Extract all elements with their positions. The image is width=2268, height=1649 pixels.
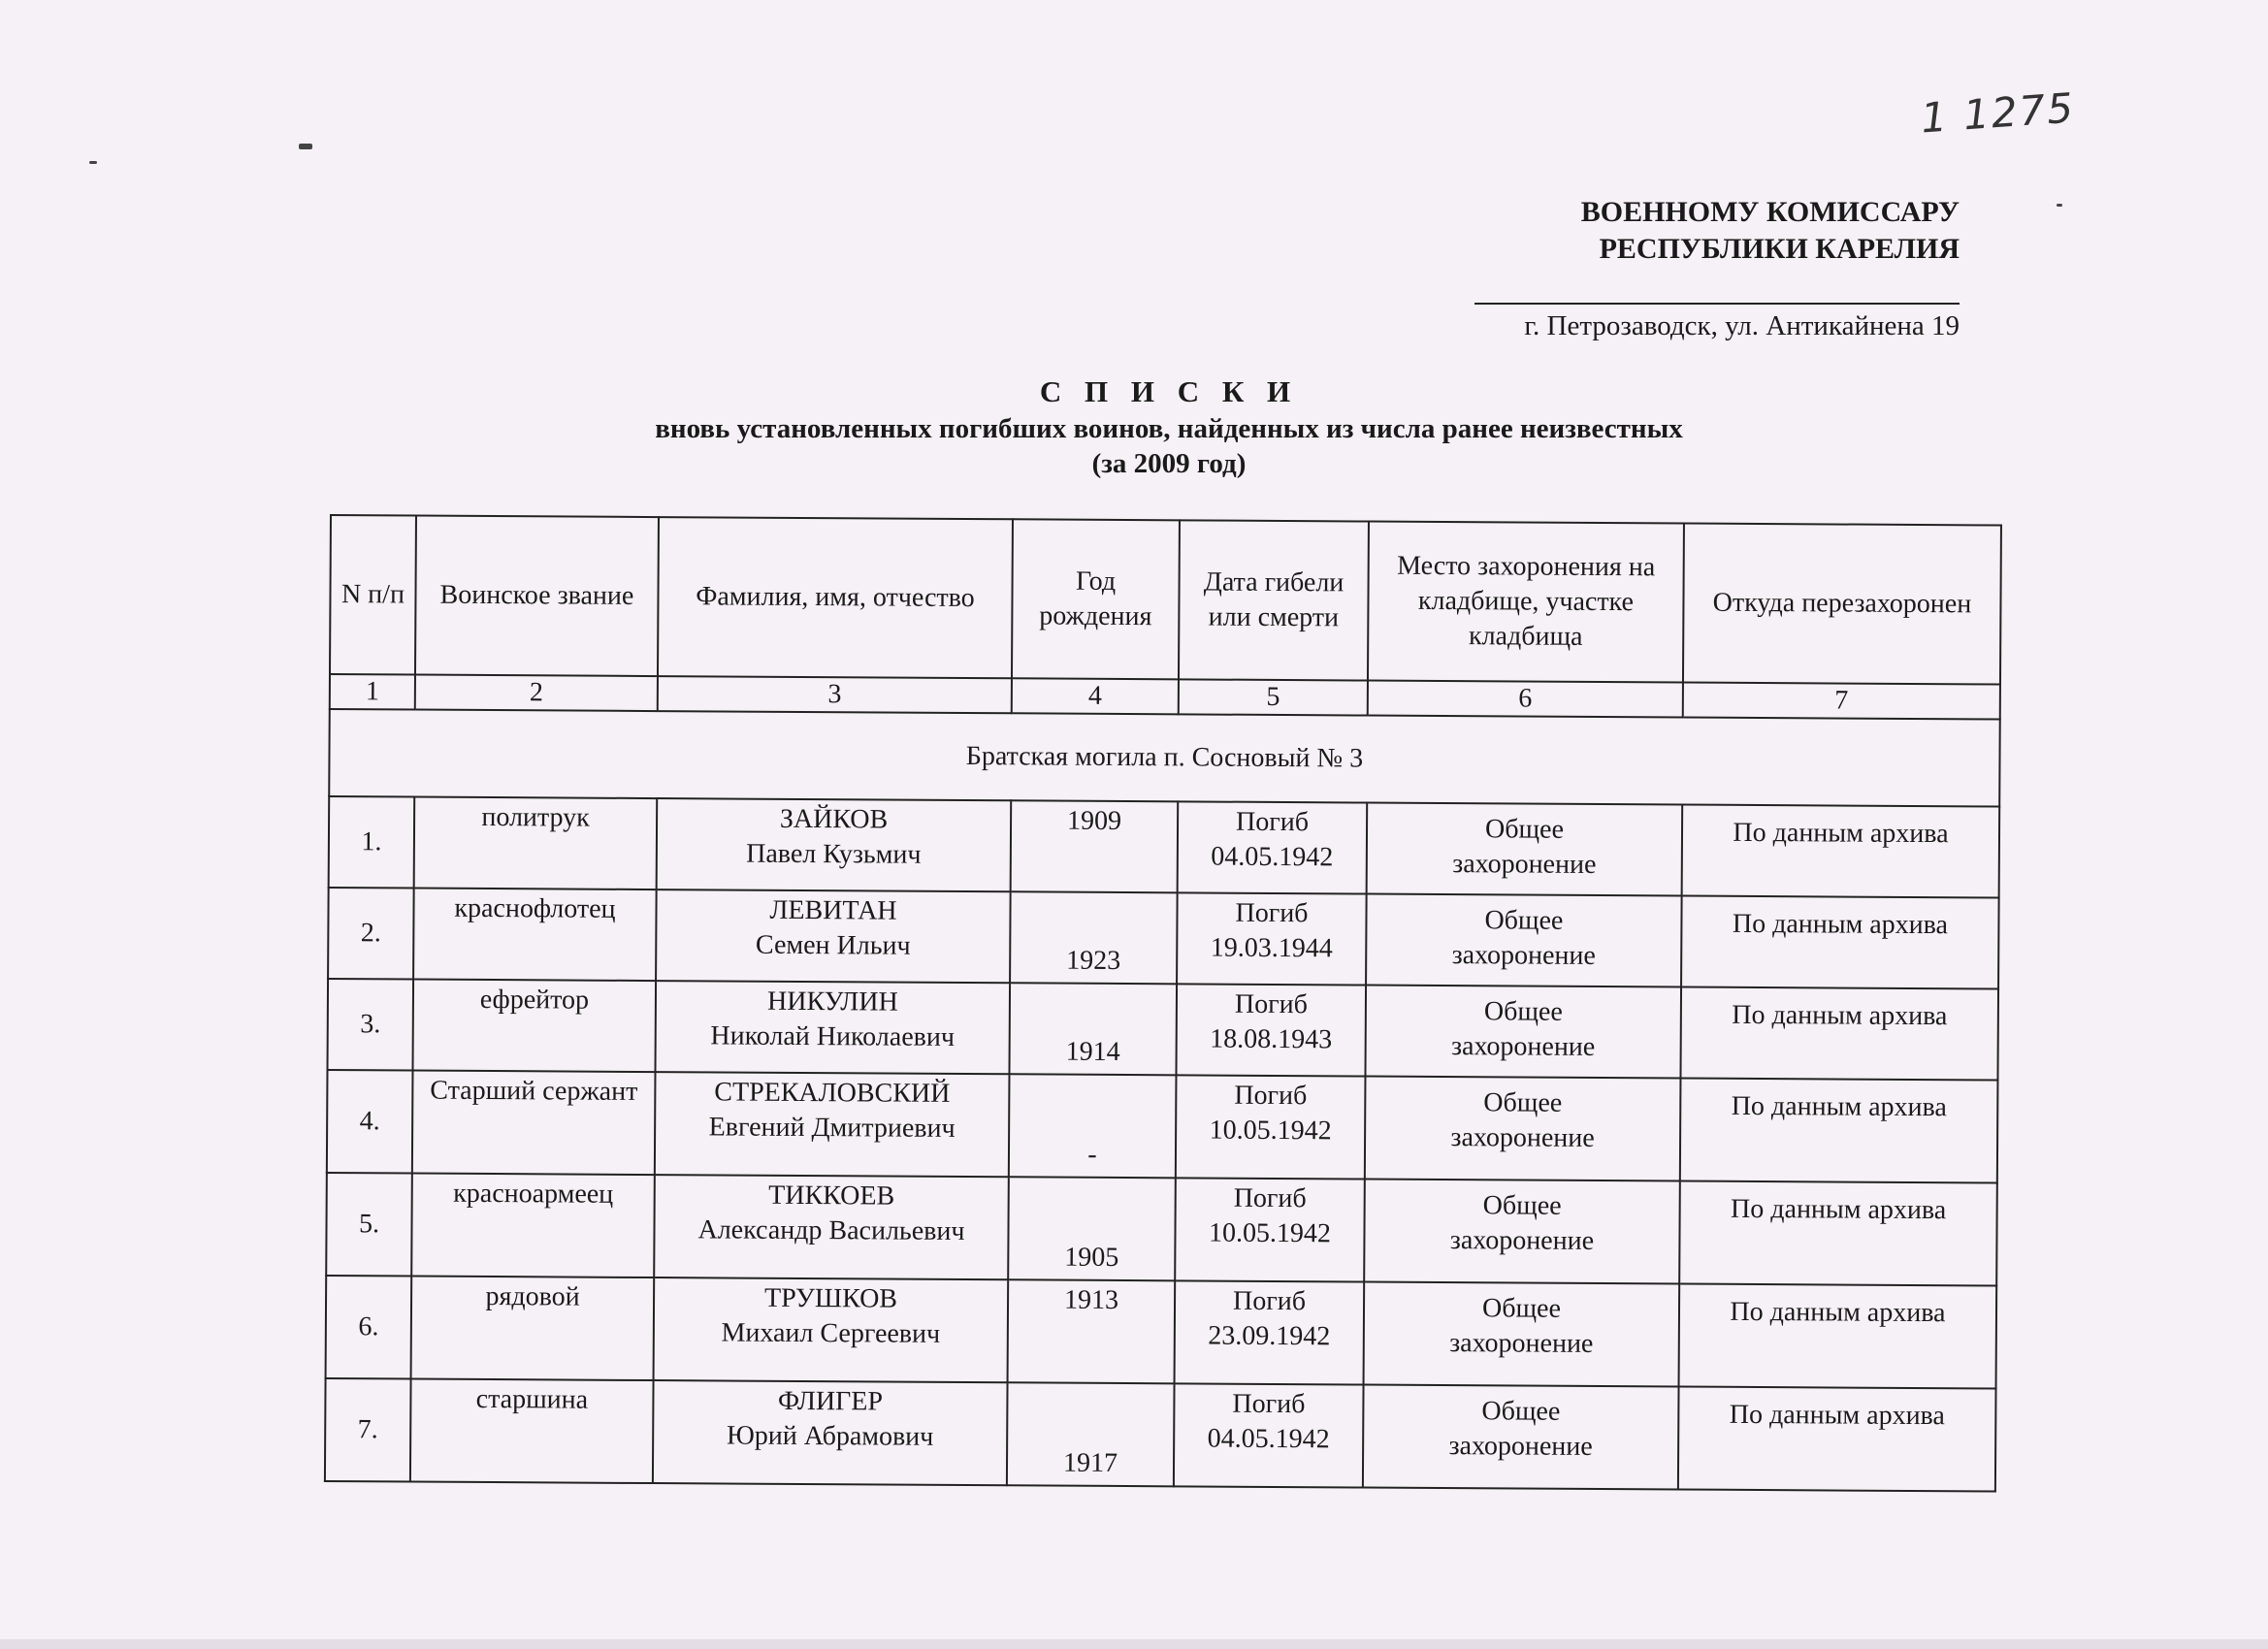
rank-cell: ефрейтор <box>412 980 656 1073</box>
column-header: Воинское звание <box>415 516 659 677</box>
row-number: 2. <box>328 888 414 980</box>
origin-cell: По данным архива <box>1680 1079 1998 1183</box>
column-number: 4 <box>1012 678 1179 714</box>
death-date: 10.05.1942 <box>1208 1217 1332 1249</box>
death-cell <box>1178 801 1368 893</box>
burial-line-2: захоронение <box>1450 1122 1595 1153</box>
death-date: 04.05.1942 <box>1207 1423 1330 1455</box>
burial-line-1: Общее <box>1482 1190 1562 1221</box>
surname: ЗАЙКОВ <box>779 803 889 835</box>
rank-cell: краснофлотец <box>413 889 657 982</box>
row-number: 3. <box>327 979 413 1071</box>
table-row <box>327 1070 1998 1183</box>
given-names: Александр Васильевич <box>697 1214 965 1247</box>
column-number: 7 <box>1683 683 2000 720</box>
death-date: 19.03.1944 <box>1210 932 1333 964</box>
name-cell <box>655 981 1010 1074</box>
death-cell <box>1174 1383 1364 1487</box>
origin-cell: По данным архива <box>1679 1284 1997 1389</box>
scan-speck <box>89 161 97 164</box>
row-number: 7. <box>325 1378 411 1482</box>
scan-speck <box>299 144 312 149</box>
handwritten-page-number: 1 1275 <box>1919 83 2077 143</box>
title-period: (за 2009 год) <box>1091 448 1247 479</box>
column-header: Фамилия, имя, отчество <box>658 517 1013 678</box>
surname: ТРУШКОВ <box>764 1282 898 1314</box>
column-header: Год рождения <box>1012 519 1180 679</box>
origin-cell: По данным архива <box>1680 987 1998 1081</box>
column-header: Место захоронения на кладбище, участке кладбища <box>1368 522 1684 683</box>
table-header-row <box>330 515 2001 685</box>
burial-cell <box>1367 803 1683 896</box>
row-number: 6. <box>326 1276 412 1379</box>
burial-line-1: Общее <box>1483 996 1563 1027</box>
table-row <box>326 1173 1997 1286</box>
surname: ФЛИГЕР <box>777 1385 884 1417</box>
name-cell <box>654 1175 1009 1279</box>
origin-cell: По данным архива <box>1678 1387 1996 1492</box>
column-header: Дата гибели или смерти <box>1179 520 1369 680</box>
table-row <box>329 796 2000 898</box>
row-number: 1. <box>329 796 415 889</box>
name-cell <box>656 889 1011 983</box>
name-cell <box>654 1277 1009 1382</box>
burial-line-2: захоронение <box>1450 1031 1596 1062</box>
birth-year-cell: - <box>1009 1074 1177 1178</box>
table-row <box>325 1378 1996 1492</box>
section-row <box>329 709 2000 807</box>
burial-line-1: Общее <box>1484 905 1564 936</box>
given-names: Евгений Дмитриевич <box>708 1112 956 1144</box>
rank-cell: политрук <box>414 797 658 890</box>
death-cell <box>1177 892 1367 985</box>
birth-year-cell: 1909 <box>1011 800 1179 892</box>
death-date: 18.08.1943 <box>1210 1023 1333 1055</box>
row-number: 5. <box>326 1173 412 1277</box>
origin-cell: По данным архива <box>1679 1181 1997 1286</box>
surname: СТРЕКАЛОВСКИЙ <box>714 1077 951 1109</box>
death-cell <box>1176 984 1366 1076</box>
death-status: Погиб <box>1232 1388 1306 1420</box>
birth-year-cell: 1917 <box>1007 1382 1175 1486</box>
title-heading: С П И С К И <box>1039 374 1299 408</box>
burial-line-2: захоронение <box>1451 940 1596 971</box>
addressee-address: г. Петрозаводск, ул. Антикайнена 19 <box>1524 310 1960 341</box>
birth-year-cell: 1914 <box>1009 983 1177 1075</box>
rank-cell: Старший сержант <box>412 1071 656 1176</box>
burial-line-1: Общее <box>1483 1087 1563 1118</box>
burial-cell <box>1365 1077 1681 1181</box>
burial-line-2: захоронение <box>1449 1225 1595 1256</box>
given-names: Юрий Абрамович <box>726 1420 934 1452</box>
rank-cell: рядовой <box>411 1277 655 1381</box>
column-number: 3 <box>658 676 1012 713</box>
death-cell <box>1175 1178 1365 1281</box>
roster-table <box>324 514 2002 1493</box>
surname: ТИККОЕВ <box>768 1180 895 1212</box>
name-cell <box>657 798 1012 891</box>
burial-line-1: Общее <box>1484 814 1565 845</box>
death-status: Погиб <box>1234 988 1308 1020</box>
section-title: Братская могила п. Сосновый № 3 <box>329 709 2000 807</box>
column-header: N п/п <box>330 515 416 675</box>
rank-cell: красноармеец <box>411 1174 655 1278</box>
given-names: Михаил Сергеевич <box>721 1317 941 1349</box>
birth-year-cell: 1905 <box>1008 1177 1176 1280</box>
burial-line-2: захоронение <box>1449 1328 1594 1359</box>
burial-line-1: Общее <box>1481 1293 1562 1324</box>
column-header: Откуда перезахоронен <box>1683 524 2001 685</box>
name-cell <box>655 1072 1010 1177</box>
given-names: Семен Ильич <box>755 929 911 961</box>
surname: ЛЕВИТАН <box>769 894 897 926</box>
death-cell <box>1176 1075 1366 1179</box>
burial-cell <box>1363 1385 1679 1490</box>
burial-cell <box>1364 1282 1680 1387</box>
scan-page-edge <box>0 1639 2268 1649</box>
origin-cell: По данным архива <box>1681 896 1999 989</box>
death-status: Погиб <box>1233 1182 1307 1214</box>
column-number: 1 <box>330 674 415 710</box>
table-row <box>328 888 1999 989</box>
rank-cell: старшина <box>410 1379 654 1484</box>
document-title <box>335 372 2003 481</box>
birth-year-cell: 1923 <box>1010 891 1178 984</box>
burial-line-2: захоронение <box>1452 849 1597 880</box>
addressee-line-2: РЕСПУБЛИКИ КАРЕЛИЯ <box>1599 233 1960 265</box>
death-date: 04.05.1942 <box>1211 841 1334 873</box>
column-number: 2 <box>415 675 658 712</box>
death-cell <box>1175 1280 1365 1384</box>
surname: НИКУЛИН <box>767 986 898 1018</box>
burial-line-1: Общее <box>1481 1396 1561 1427</box>
death-date: 10.05.1942 <box>1209 1115 1332 1147</box>
row-number: 4. <box>327 1070 413 1174</box>
column-number: 5 <box>1179 679 1368 715</box>
given-names: Николай Николаевич <box>710 1020 956 1052</box>
burial-cell <box>1364 1180 1680 1284</box>
death-status: Погиб <box>1232 1285 1307 1317</box>
column-number: 6 <box>1368 681 1683 718</box>
title-subtitle: вновь установленных погибших воинов, найденных из числа ранее неизвестных <box>655 413 1683 444</box>
addressee-line-1: ВОЕННОМУ КОМИССАРУ <box>1580 196 1960 228</box>
birth-year-cell: 1913 <box>1008 1279 1176 1383</box>
death-status: Погиб <box>1236 806 1310 838</box>
burial-line-2: захоронение <box>1448 1431 1593 1462</box>
address-rule <box>1474 303 1960 305</box>
name-cell <box>653 1380 1008 1485</box>
burial-cell <box>1366 894 1682 987</box>
death-status: Погиб <box>1234 1080 1308 1112</box>
table-row <box>326 1276 1997 1389</box>
burial-cell <box>1365 986 1681 1079</box>
origin-cell: По данным архива <box>1682 805 2000 898</box>
death-status: Погиб <box>1235 897 1309 929</box>
scan-speck <box>2057 204 2062 207</box>
addressee-block <box>1581 194 1960 268</box>
death-date: 23.09.1942 <box>1208 1320 1331 1352</box>
table-row <box>327 979 1998 1081</box>
given-names: Павел Кузьмич <box>746 838 922 870</box>
